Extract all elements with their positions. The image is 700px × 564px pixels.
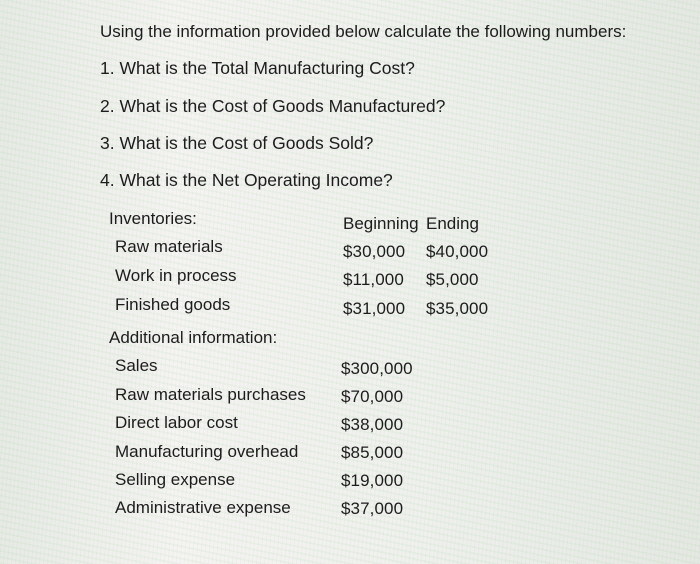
inventory-ending-work-in-process: $5,000	[426, 270, 479, 289]
additional-value-direct-labor-cost: $38,000	[341, 415, 404, 434]
inventory-ending-finished-goods: $35,000	[426, 299, 489, 318]
ending-header: Ending	[426, 214, 479, 233]
additional-label-sales: Sales	[115, 356, 158, 375]
question-2: 2. What is the Cost of Goods Manufactured?	[100, 96, 446, 116]
beginning-header: Beginning	[343, 214, 419, 233]
question-1: 1. What is the Total Manufacturing Cost?	[100, 58, 415, 78]
question-4: 4. What is the Net Operating Income?	[100, 170, 393, 190]
additional-value-raw-materials-purchases: $70,000	[341, 387, 404, 406]
inventory-label-work-in-process: Work in process	[115, 266, 237, 285]
additional-label-manufacturing-overhead: Manufacturing overhead	[115, 442, 299, 461]
additional-info-heading: Additional information:	[109, 328, 278, 347]
inventories-heading: Inventories:	[109, 209, 197, 228]
question-3: 3. What is the Cost of Goods Sold?	[100, 133, 374, 153]
additional-label-administrative-expense: Administrative expense	[115, 498, 291, 517]
additional-label-raw-materials-purchases: Raw materials purchases	[115, 385, 306, 404]
instructions-text: Using the information provided below calculate the following numbers:	[100, 22, 627, 41]
inventory-beginning-raw-materials: $30,000	[343, 242, 406, 261]
inventory-label-raw-materials: Raw materials	[115, 237, 223, 256]
additional-label-direct-labor-cost: Direct labor cost	[115, 413, 238, 432]
inventory-ending-raw-materials: $40,000	[426, 242, 489, 261]
inventory-label-finished-goods: Finished goods	[115, 295, 231, 314]
additional-value-sales: $300,000	[341, 359, 413, 378]
inventory-beginning-finished-goods: $31,000	[343, 299, 406, 318]
additional-value-manufacturing-overhead: $85,000	[341, 443, 404, 462]
additional-label-selling-expense: Selling expense	[115, 470, 236, 489]
additional-value-selling-expense: $19,000	[341, 471, 404, 490]
additional-value-administrative-expense: $37,000	[341, 499, 404, 518]
inventory-beginning-work-in-process: $11,000	[343, 270, 404, 289]
